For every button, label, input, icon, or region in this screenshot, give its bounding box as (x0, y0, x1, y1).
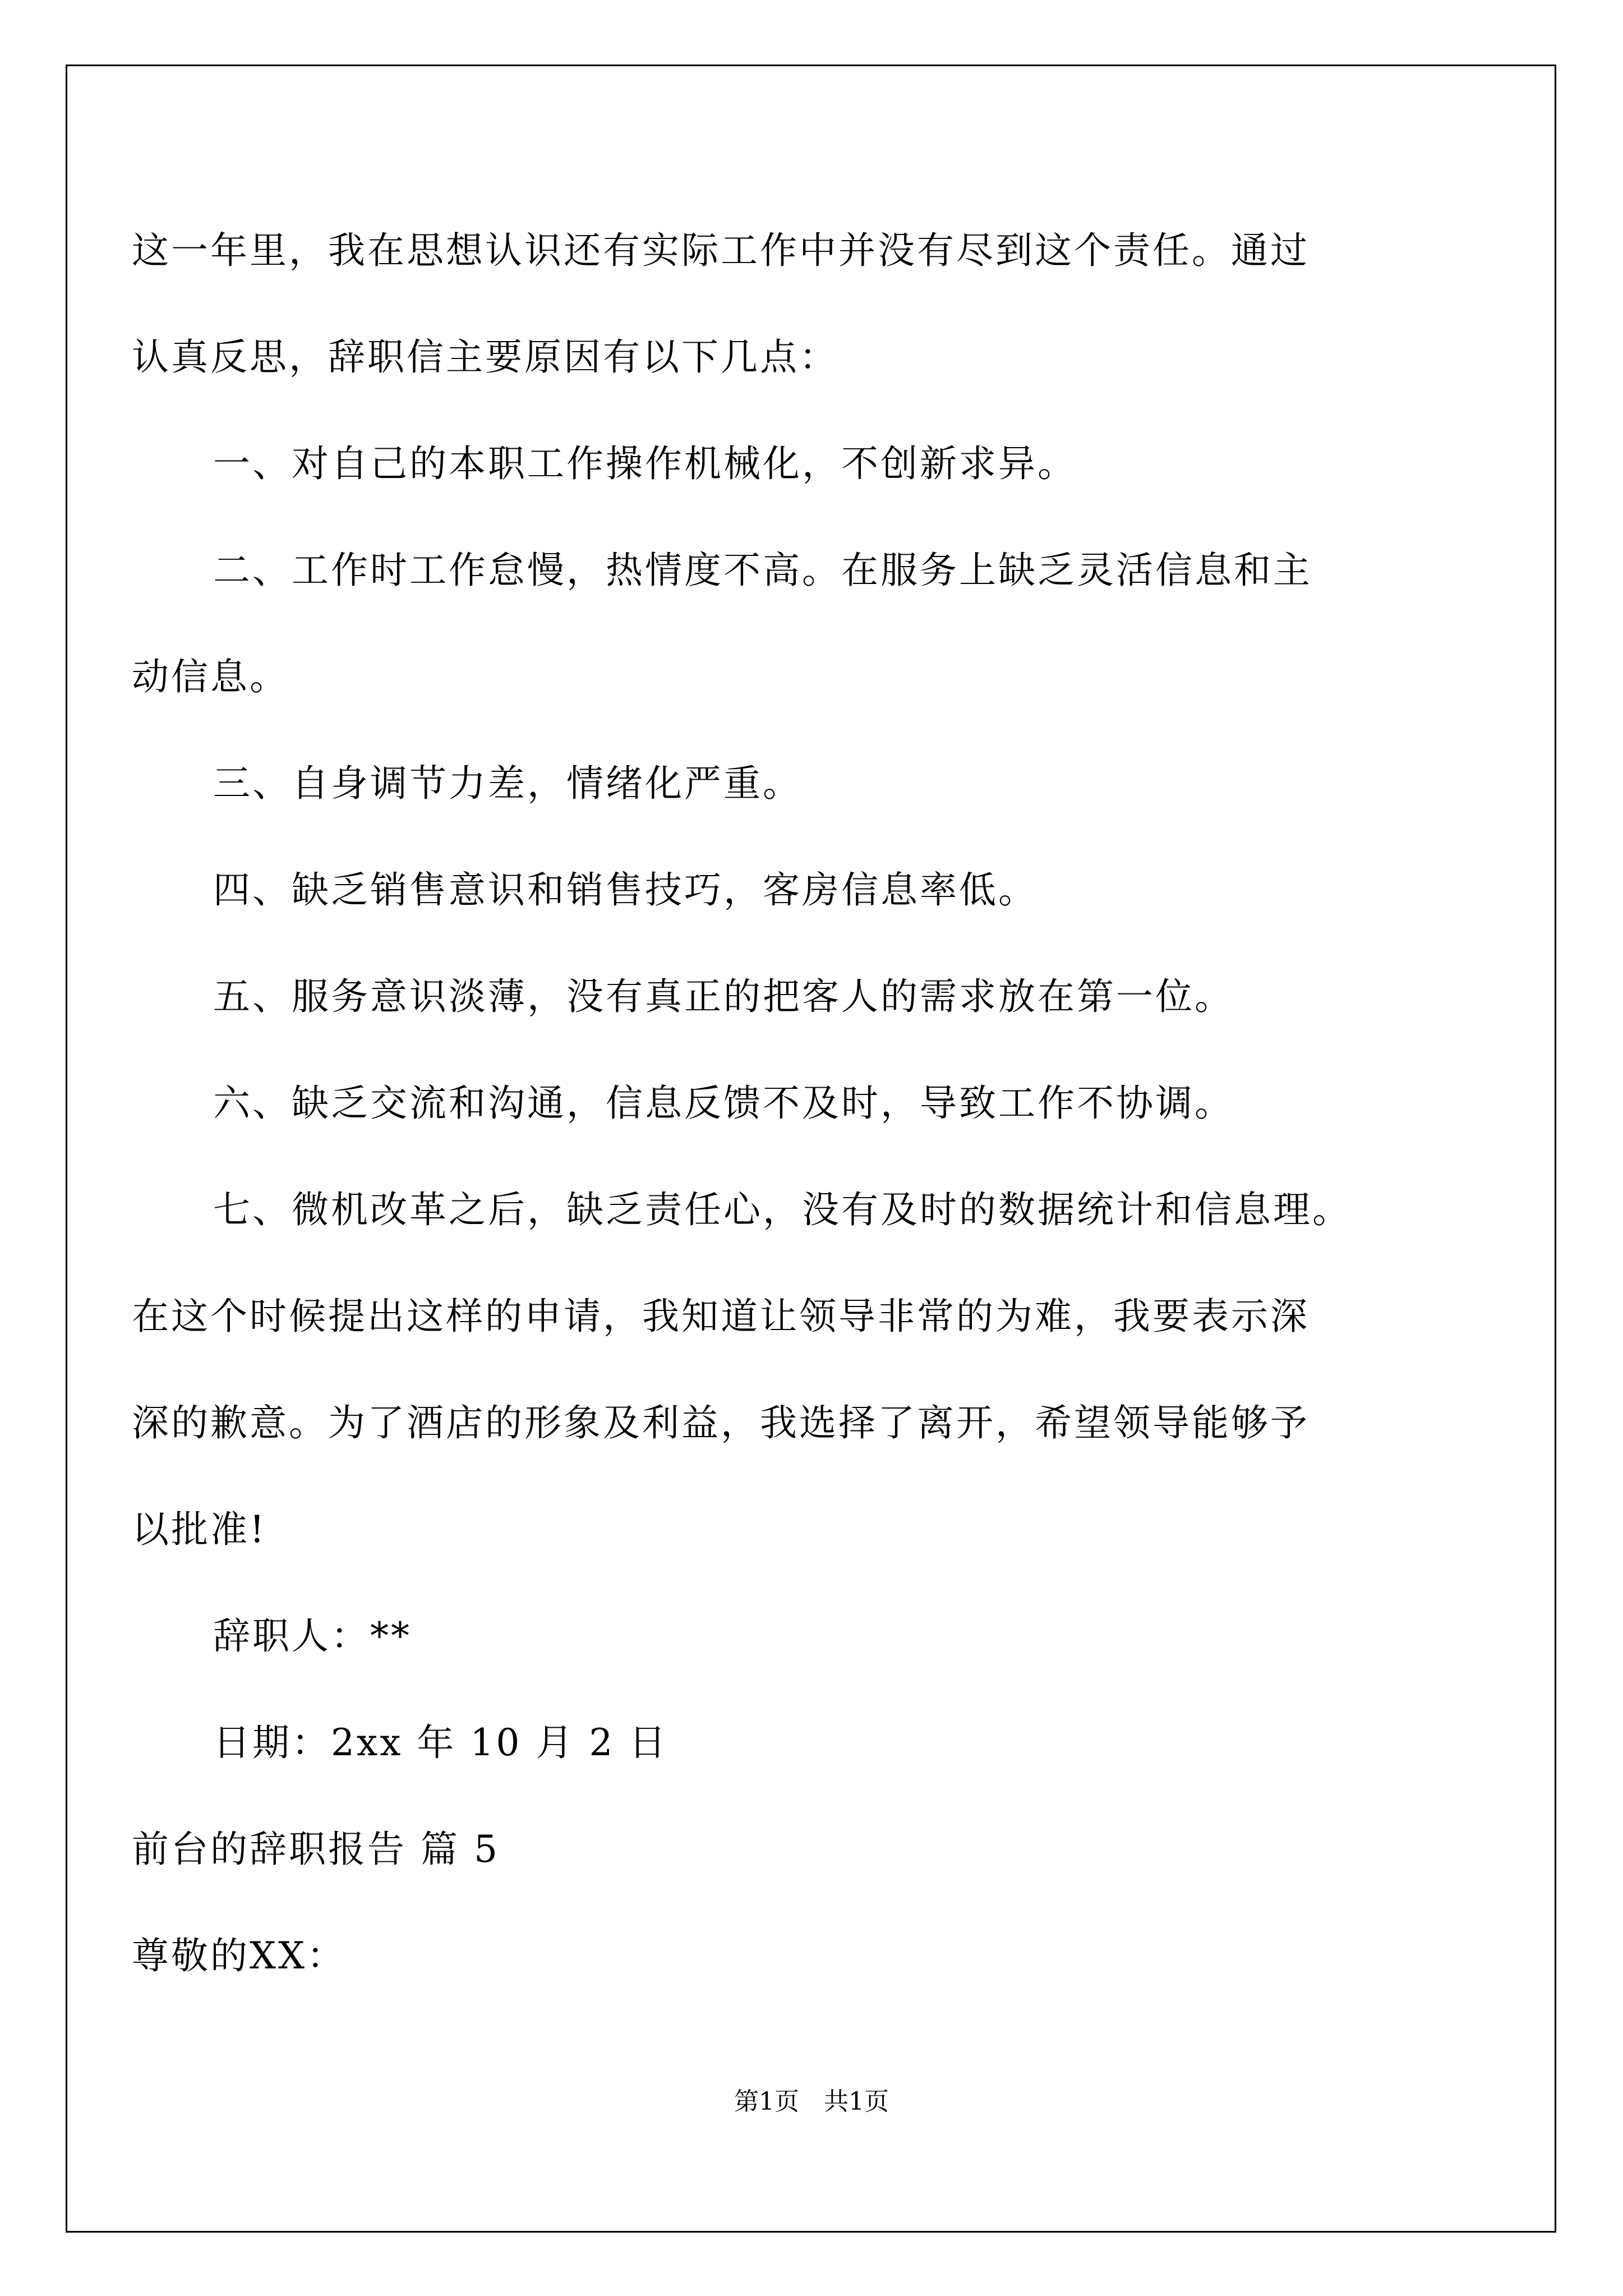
signature-line: 辞职人：** (213, 1614, 412, 1658)
list-item-5: 五、服务意识淡薄，没有真正的把客人的需求放在第一位。 (213, 975, 1234, 1018)
body-line: 认真反思，辞职信主要原因有以下几点： (132, 335, 838, 379)
body-line: 深的歉意。为了酒店的形象及利益，我选择了离开，希望领导能够予 (132, 1401, 1310, 1444)
list-item-6: 六、缺乏交流和沟通，信息反馈不及时，导致工作不协调。 (213, 1082, 1234, 1125)
list-item-1: 一、对自己的本职工作操作机械化，不创新求异。 (213, 442, 1077, 485)
page-footer: 第1页 共1页 (734, 2087, 889, 2116)
body-line: 以批准! (132, 1508, 267, 1551)
salutation: 尊敬的XX： (132, 1934, 346, 1977)
section-heading: 前台的辞职报告 篇 5 (132, 1828, 500, 1871)
body-line: 动信息。 (132, 655, 289, 698)
page-border (66, 65, 1556, 2233)
body-line: 在这个时候提出这样的申请，我知道让领导非常的为难，我要表示深 (132, 1295, 1310, 1338)
list-item-2: 二、工作时工作怠慢，热情度不高。在服务上缺乏灵活信息和主 (213, 549, 1312, 592)
date-line: 日期：2xx 年 10 月 2 日 (213, 1721, 668, 1764)
body-line: 这一年里，我在思想认识还有实际工作中并没有尽到这个责任。通过 (132, 229, 1310, 272)
list-item-3: 三、自身调节力差，情绪化严重。 (213, 762, 802, 805)
list-item-4: 四、缺乏销售意识和销售技巧，客房信息率低。 (213, 868, 1038, 912)
list-item-7: 七、微机改革之后，缺乏责任心，没有及时的数据统计和信息理。 (213, 1188, 1352, 1231)
